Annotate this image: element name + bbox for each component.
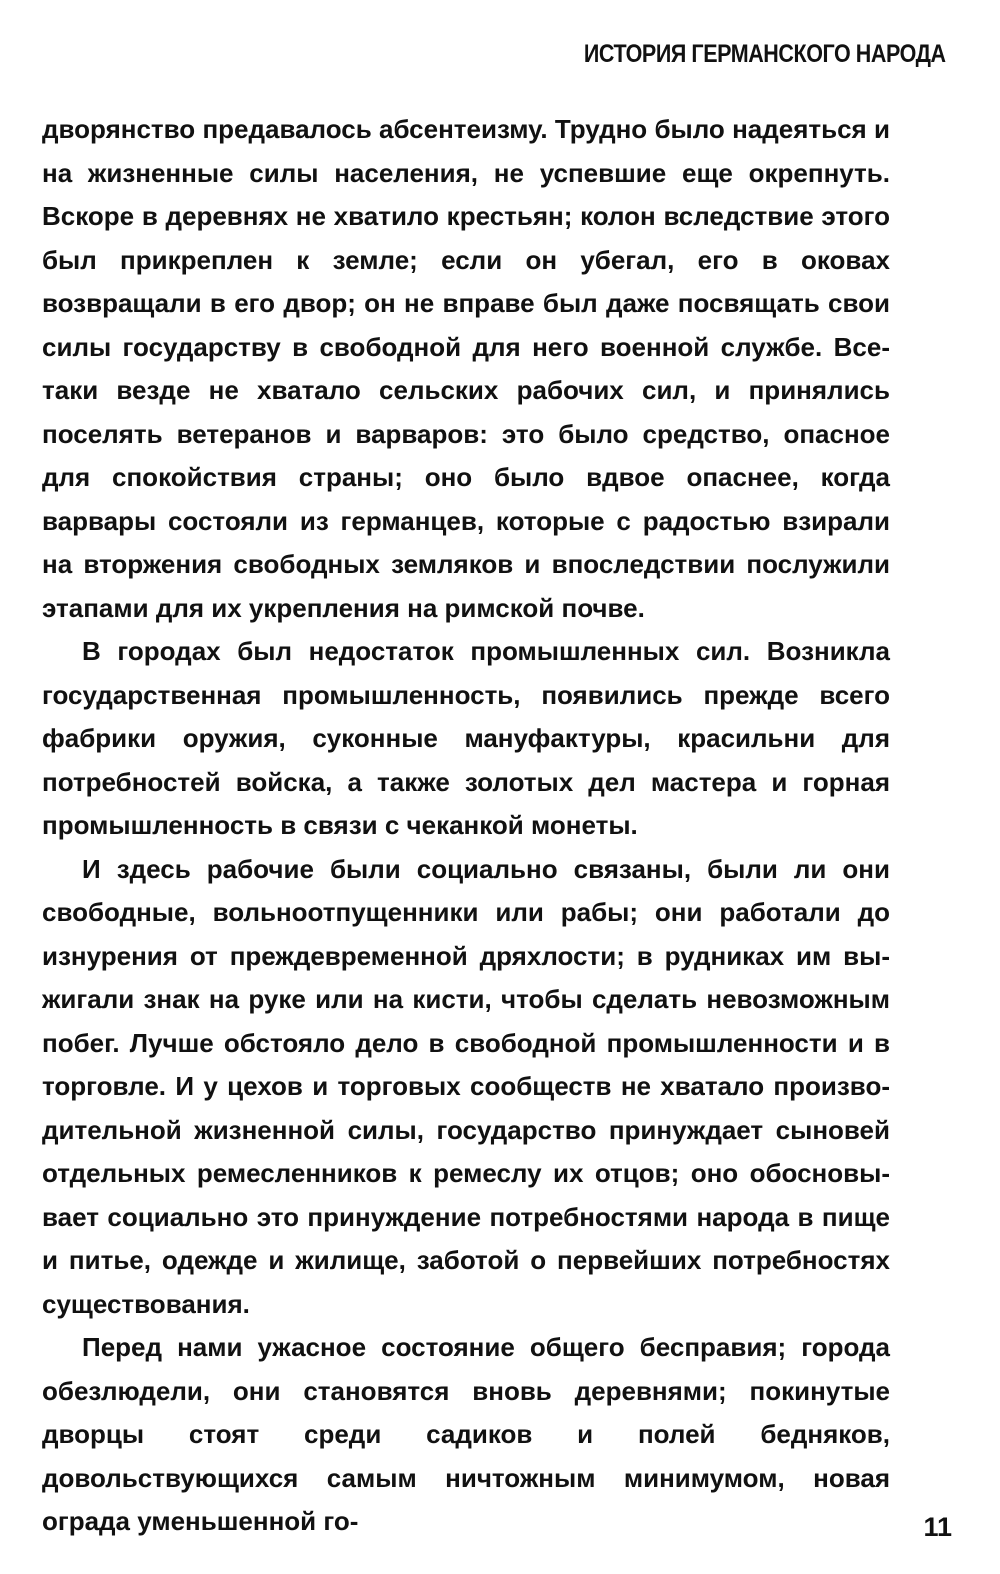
running-head: ИСТОРИЯ ГЕРМАНСКОГО НАРОДА [584,40,946,68]
paragraph-3: И здесь рабочие были социально связаны, были ли они свободные, вольноотпущенники или рабы; они работали до изнурения от преждевременной дряхлости; в рудниках им выжигали знак на руке или на кисти, чтобы сделать невозможным побег. Лучше обстояло дело в свободной промышленности и в торговле. И у цехов и торговых сообществ не хватало производительной жизненной силы, государство принуждает сыновей отдельных ремесленников к ремеслу их отцов; оно обосновывает социально это принуждение потребностями народа в пище и питье, одежде и жилище, заботой о первейших потребностях существования. [42,853,890,1319]
paragraph-4: Перед нами ужасное состояние общего бесправия; города обезлюдели, они становятся вновь деревнями; покинутые дворцы стоят среди садиков и полей бедняков, довольствующихся самым ничтожным минимумом, новая ограда уменьшенной го- [42,1332,890,1536]
page-number: 11 [923,1512,952,1542]
body-text [42,108,890,1544]
paragraph-2: В городах был недостаток промышленных сил. Возникла государственная промышленность, появились прежде всего фабрики оружия, суконные мануфактуры, красильни для потребностей войска, а также золотых дел мастера и горная промышленность в связи с чеканкой монеты. [42,636,890,840]
paragraph-1: дворянство предавалось абсентеизму. Трудно было надеяться и на жизненные силы населения, не успевшие еще окрепнуть. Вскоре в деревнях не хватило крестьян; колон вследствие этого был прикреплен к земле; если он убегал, его в оковах возвращали в его двор; он не вправе был даже посвящать свои силы государству в свободной для него военной службе. Все-таки везде не хватало сельских рабочих сил, и принялись поселять ветеранов и варваров: это было средство, опасное для спокойствия страны; оно было вдвое опаснее, когда варвары состояли из германцев, которые с радостью взирали на вторжения свободных земляков и впоследствии послужили этапами для их укрепления на римской почве. [42,114,890,623]
